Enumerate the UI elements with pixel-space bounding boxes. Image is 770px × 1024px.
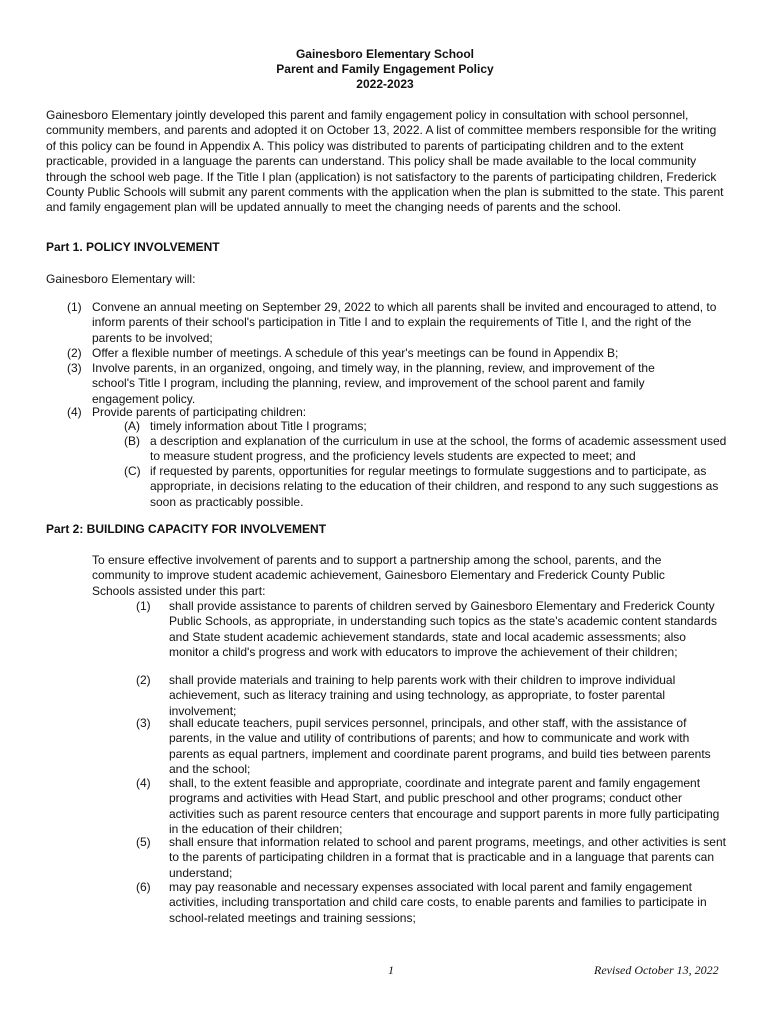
part1-item-number: (4) xyxy=(67,405,82,419)
school-name: Gainesboro Elementary School xyxy=(295,47,475,61)
part2-item-text: shall ensure that information related to school and parent programs, meetings, and other activities is sent to the parents of participating children in a format that is practicable and in a language that parents can understand; xyxy=(169,835,726,880)
part1-subitem-letter: (C) xyxy=(124,464,141,478)
part2-item-number: (1) xyxy=(136,599,151,613)
part2-item-text: shall provide assistance to parents of children served by Gainesboro Elementary and Frederick County Public Schools, as appropriate, in understanding such topics as the state's academic content standards and State student academic achievement standards, state and local academic assessments; also monitor a child's progress and work with educators to improve the achievement of their children; xyxy=(169,599,717,660)
part1-item-text: Convene an annual meeting on September 29, 2022 to which all parents shall be invited and encouraged to attend, to inform parents of their school's participation in Title I and to explain the requirements of Title I, and the right of the parents to be involved; xyxy=(92,300,717,345)
intro-paragraph: Gainesboro Elementary jointly developed this parent and family engagement policy in consultation with school personnel, community members, and parents and adopted it on October 13, 2022. A list of committee members responsible for the writing of this policy can be found in Appendix A. This policy was distributed to parents of participating children and to the extent practicable, provided in a language the parents can understand. This policy shall be made available to the local community through the school web page. If the Title I plan (application) is not satisfactory to the parents of participating children, Frederick County Public Schools will submit any parent comments with the application when the plan is submitted to the state. This parent and family engagement plan will be updated annually to meet the changing needs of parents and the school. xyxy=(46,108,724,215)
part2-item-number: (4) xyxy=(136,776,151,790)
part1-subitem-text: a description and explanation of the curriculum in use at the school, the forms of academic assessment used to measure student progress, and the proficiency levels students are expected to meet; and xyxy=(150,434,727,464)
part2-item-text: shall, to the extent feasible and appropriate, coordinate and integrate parent and family engagement programs and activities with Head Start, and public preschool and other programs; conduct other activities such as parent resource centers that encourage and support parents in more fully participating in the education of their children; xyxy=(169,776,720,837)
school-year: 2022-2023 xyxy=(356,77,414,91)
part1-subitem-text: timely information about Title I programs; xyxy=(150,419,367,433)
part1-subitem-letter: (A) xyxy=(124,419,140,433)
part2-item-text: shall educate teachers, pupil services personnel, principals, and other staff, with the assistance of parents, in the value and utility of contributions of parents; and how to communicate and work with parents as equal partners, implement and coordinate parent programs, and build ties between parents and the school; xyxy=(169,716,711,777)
part1-item-text: Involve parents, in an organized, ongoing, and timely way, in the planning, review, and improvement of the school's Title I program, including the planning, review, and improvement of the school parent and family engagement policy. xyxy=(92,361,655,406)
policy-title: Parent and Family Engagement Policy xyxy=(276,62,494,76)
revision-date: Revised October 13, 2022 xyxy=(594,963,719,977)
document-header xyxy=(0,47,770,92)
part2-item-number: (5) xyxy=(136,835,151,849)
page-number: 1 xyxy=(388,963,394,977)
part1-item-number: (1) xyxy=(67,300,82,314)
part2-item-number: (3) xyxy=(136,716,151,730)
part1-subitem-text: if requested by parents, opportunities for regular meetings to formulate suggestions and to participate, as appropriate, in decisions relating to the education of their children, and respond to any such suggestions as soon as practicably possible. xyxy=(150,464,719,509)
part2-heading: Part 2: BUILDING CAPACITY FOR INVOLVEMENT xyxy=(46,522,327,536)
part2-lead: To ensure effective involvement of parents and to support a partnership among the school, parents, and the community to improve student academic achievement, Gainesboro Elementary and Frederick County Public Schools assisted under this part: xyxy=(92,553,665,598)
part2-item-number: (2) xyxy=(136,673,151,687)
part1-item-number: (3) xyxy=(67,361,82,375)
part2-item-number: (6) xyxy=(136,880,151,894)
part1-item-number: (2) xyxy=(67,346,82,360)
part1-lead: Gainesboro Elementary will: xyxy=(46,272,196,286)
part2-item-text: may pay reasonable and necessary expenses associated with local parent and family engagement activities, including transportation and child care costs, to enable parents and families to participate in school-related meetings and training sessions; xyxy=(169,880,707,925)
part2-item-text: shall provide materials and training to help parents work with their children to improve individual achievement, such as literacy training and using technology, as appropriate, to foster parental involvement; xyxy=(169,673,676,718)
part1-subitem-letter: (B) xyxy=(124,434,140,448)
part1-heading: Part 1. POLICY INVOLVEMENT xyxy=(46,240,220,254)
part1-item-text: Provide parents of participating children: xyxy=(92,405,307,419)
part1-item-text: Offer a flexible number of meetings. A schedule of this year's meetings can be found in Appendix B; xyxy=(92,346,619,360)
